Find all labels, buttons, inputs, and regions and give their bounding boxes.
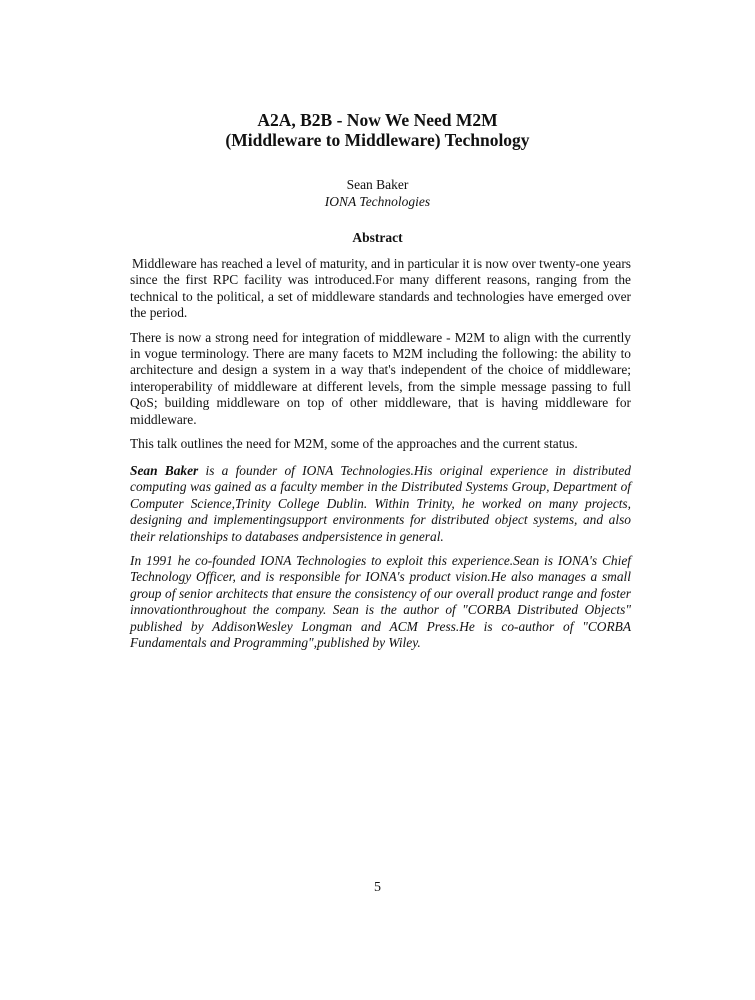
title-line-1: A2A, B2B - Now We Need M2M: [257, 110, 498, 130]
page-number: 5: [374, 880, 381, 895]
author-bio: [130, 463, 631, 659]
abstract-paragraph-3: This talk outlines the need for M2M, some of the approaches and the current status.: [130, 436, 578, 452]
bio-paragraph-1-text: is a founder of IONA Technologies.His original experience in distributed computing was gained as a faculty member in the Distributed Systems Group, Department of Computer Science,Trinity College Dublin. Within Trinity, he worked on many projects, designing and implementingsupport environments for distributed object systems, and also their relationships to databases andpersistence in general.: [130, 463, 631, 544]
author-block: [0, 176, 755, 210]
abstract-paragraph-2: There is now a strong need for integration of middleware - M2M to align with the currently in vogue terminology. There are many facets to M2M including the following: the ability to architecture and design a system in a way that's independent of the choice of middleware; interoperability of middleware at different levels, from the simple message passing to full QoS; building middleware on top of other middleware, that is having middleware for middleware.: [130, 329, 631, 427]
paper-title: [0, 110, 755, 150]
bio-paragraph-1: [130, 463, 631, 545]
abstract-heading: Abstract: [352, 230, 403, 245]
title-line-2: (Middleware to Middleware) Technology: [225, 130, 530, 150]
bio-paragraph-2: In 1991 he co-founded IONA Technologies to exploit this experience.Sean is IONA's Chief Technology Officer, and is responsible for IONA's product vision.He also manages a small group of senior architects that ensure the consistency of our overall product range and foster innovationthroughout the company. Sean is the author of "CORBA Distributed Objects" published by AddisonWesley Longman and ACM Press.He is co-author of "CORBA Fundamentals and Programming",published by Wiley.: [130, 553, 631, 651]
author-name: Sean Baker: [346, 177, 409, 192]
abstract-paragraph-1: Middleware has reached a level of maturity, and in particular it is now over twenty-one years since the first RPC facility was introduced.For many different reasons, ranging from the technical to the political, a set of middleware standards and technologies have emerged over the period.: [130, 256, 631, 321]
abstract-body: [130, 256, 631, 460]
author-affiliation: IONA Technologies: [324, 194, 431, 209]
bio-author-name: Sean Baker: [130, 463, 199, 478]
